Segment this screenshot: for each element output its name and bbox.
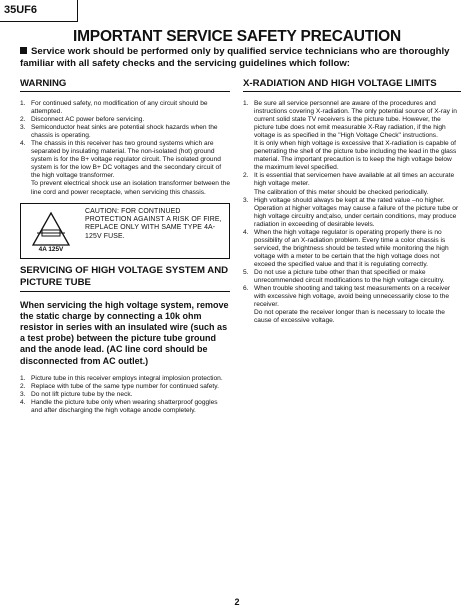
list-item — [20, 375, 230, 383]
hv-system-warning: When servicing the high voltage system, remove the static charge by connecting a 10k ohm resistor in series with an insulated wire (such as a test probe) between the picture tube ground and the anode lead. (AC line cord should be disconnected from AC outlet.) — [20, 299, 229, 366]
list-item — [20, 100, 230, 116]
item-text: Replace with tube of the same type number for continued safety. — [31, 382, 219, 390]
page-title: IMPORTANT SERVICE SAFETY PRECAUTION — [72, 28, 401, 45]
page-number: 2 — [234, 597, 240, 607]
item-number: 4. — [243, 228, 249, 236]
list-item — [20, 383, 230, 391]
caution-text: CAUTION: FOR CONTINUED PROTECTION AGAINST A RISK OF FIRE, REPLACE ONLY WITH SAME TYPE 4A-125V FUSE. — [85, 207, 222, 240]
item-number: 1. — [20, 100, 26, 107]
list-item — [20, 391, 230, 399]
item-number: 2. — [20, 382, 26, 390]
item-text: Do not lift picture tube by the neck. — [31, 390, 133, 398]
item-text: When the high voltage regulator is operating properly there is no possibility of an X-radiation problem. Every time a color chassis is serviced, the brightness should be tested while monitoring the high voltage with a meter to be certain that the high voltage does not exceed the specified value and that it is regulating correctly. — [254, 228, 449, 268]
item-text-continued: Do not operate the receiver longer than is necessary to locate the cause of excessive voltage. — [254, 309, 445, 325]
list-item — [243, 197, 461, 229]
list-item — [243, 269, 461, 285]
list-item — [243, 285, 461, 325]
item-text-continued: It is only when high voltage is excessive that X-radiation is capable of penetrating the shell of the picture tube including the lead in the glass material. The important precaution is to keep the high voltage below the maximum level specified. — [254, 140, 457, 172]
square-bullet-icon — [20, 47, 27, 54]
hv-system-list — [20, 375, 230, 415]
item-text: The chassis in this receiver has two ground systems which are separated by insulating material. The non-isolated (hot) ground system is for the B+ voltage regulator circuit. The isolated ground system is for the low B+ DC voltages and the secondary circuit of the high voltage transformer. — [31, 140, 222, 180]
item-number: 1. — [20, 374, 26, 382]
item-number: 2. — [243, 172, 249, 180]
item-text-continued: To prevent electrical shock use an isolation transformer between the line cord and power receptacle, when servicing this chassis. — [31, 180, 230, 196]
warning-heading: WARNING — [20, 78, 230, 92]
intro-text: Service work should be performed only by qualified service technicians who are thoroughly familiar with all safety checks and the servicing guidelines which follow: — [20, 46, 450, 69]
item-number: 4. — [20, 140, 26, 148]
item-text: Disconnect AC power before servicing. — [31, 116, 145, 124]
intro-notice — [20, 46, 462, 70]
fuse-rating-label: 4A 125V — [38, 245, 64, 251]
item-text: It is essential that servicemen have available at all times an accurate high voltage meter. — [254, 172, 455, 188]
list-item — [20, 399, 230, 415]
item-text: Be sure all service personnel are aware of the procedures and instructions covering X-radiation. The only potential source of X-ray in current solid state TV receivers is the picture tube. However, the picture tube does not emit measurable X-Ray radiation, if the high voltage is as specified in the "High Voltage Check" instructions. — [254, 100, 457, 140]
xrad-heading: X-RADIATION AND HIGH VOLTAGE LIMITS — [243, 78, 461, 92]
item-text-continued: The calibration of this meter should be checked periodically. — [254, 188, 429, 196]
item-number: 6. — [243, 285, 249, 293]
item-number: 4. — [20, 398, 26, 406]
right-column — [243, 78, 461, 325]
list-item — [243, 229, 461, 269]
item-number: 3. — [243, 196, 249, 204]
caution-box — [20, 203, 230, 259]
item-text: Do not use a picture tube other than that specified or make unrecommended circuit modifications to the high voltage circuitry. — [254, 268, 445, 285]
model-tab — [0, 0, 78, 22]
model-number: 35UF6 — [4, 4, 38, 16]
item-text: Picture tube in this receiver employs integral implosion protection. — [31, 374, 223, 382]
list-item — [20, 124, 230, 140]
item-text: Handle the picture tube only when wearing shatterproof goggles and after discharging the high voltage anode completely. — [31, 398, 218, 414]
item-text: High voltage should always be kept at the rated value –no higher. Operation at higher voltages may cause a failure of the picture tube or high voltage circuitry and;also, under certain conditions, may produce radiation in exceeding of desirable levels. — [254, 196, 459, 228]
xrad-list — [243, 100, 461, 325]
fuse-icon — [31, 211, 71, 251]
warning-list — [20, 100, 230, 197]
list-item — [20, 140, 230, 196]
item-number: 2. — [20, 116, 26, 124]
left-column — [20, 78, 230, 415]
item-number: 1. — [243, 100, 249, 107]
list-item — [243, 100, 461, 172]
item-text: When trouble shooting and taking test measurements on a receiver with excessive high voltage, avoid being unnecessarily close to the receiver. — [254, 285, 451, 309]
list-item — [243, 172, 461, 196]
item-number: 5. — [243, 268, 249, 276]
item-text: For continued safety, no modification of any circuit should be attempted. — [31, 100, 208, 116]
item-number: 3. — [20, 124, 26, 132]
hv-system-heading: SERVICING OF HIGH VOLTAGE SYSTEM AND PICTURE TUBE — [20, 265, 230, 292]
list-item — [20, 116, 230, 124]
item-text: Semiconductor heat sinks are potential shock hazards when the chassis is operating. — [31, 124, 218, 140]
item-number: 3. — [20, 390, 26, 398]
